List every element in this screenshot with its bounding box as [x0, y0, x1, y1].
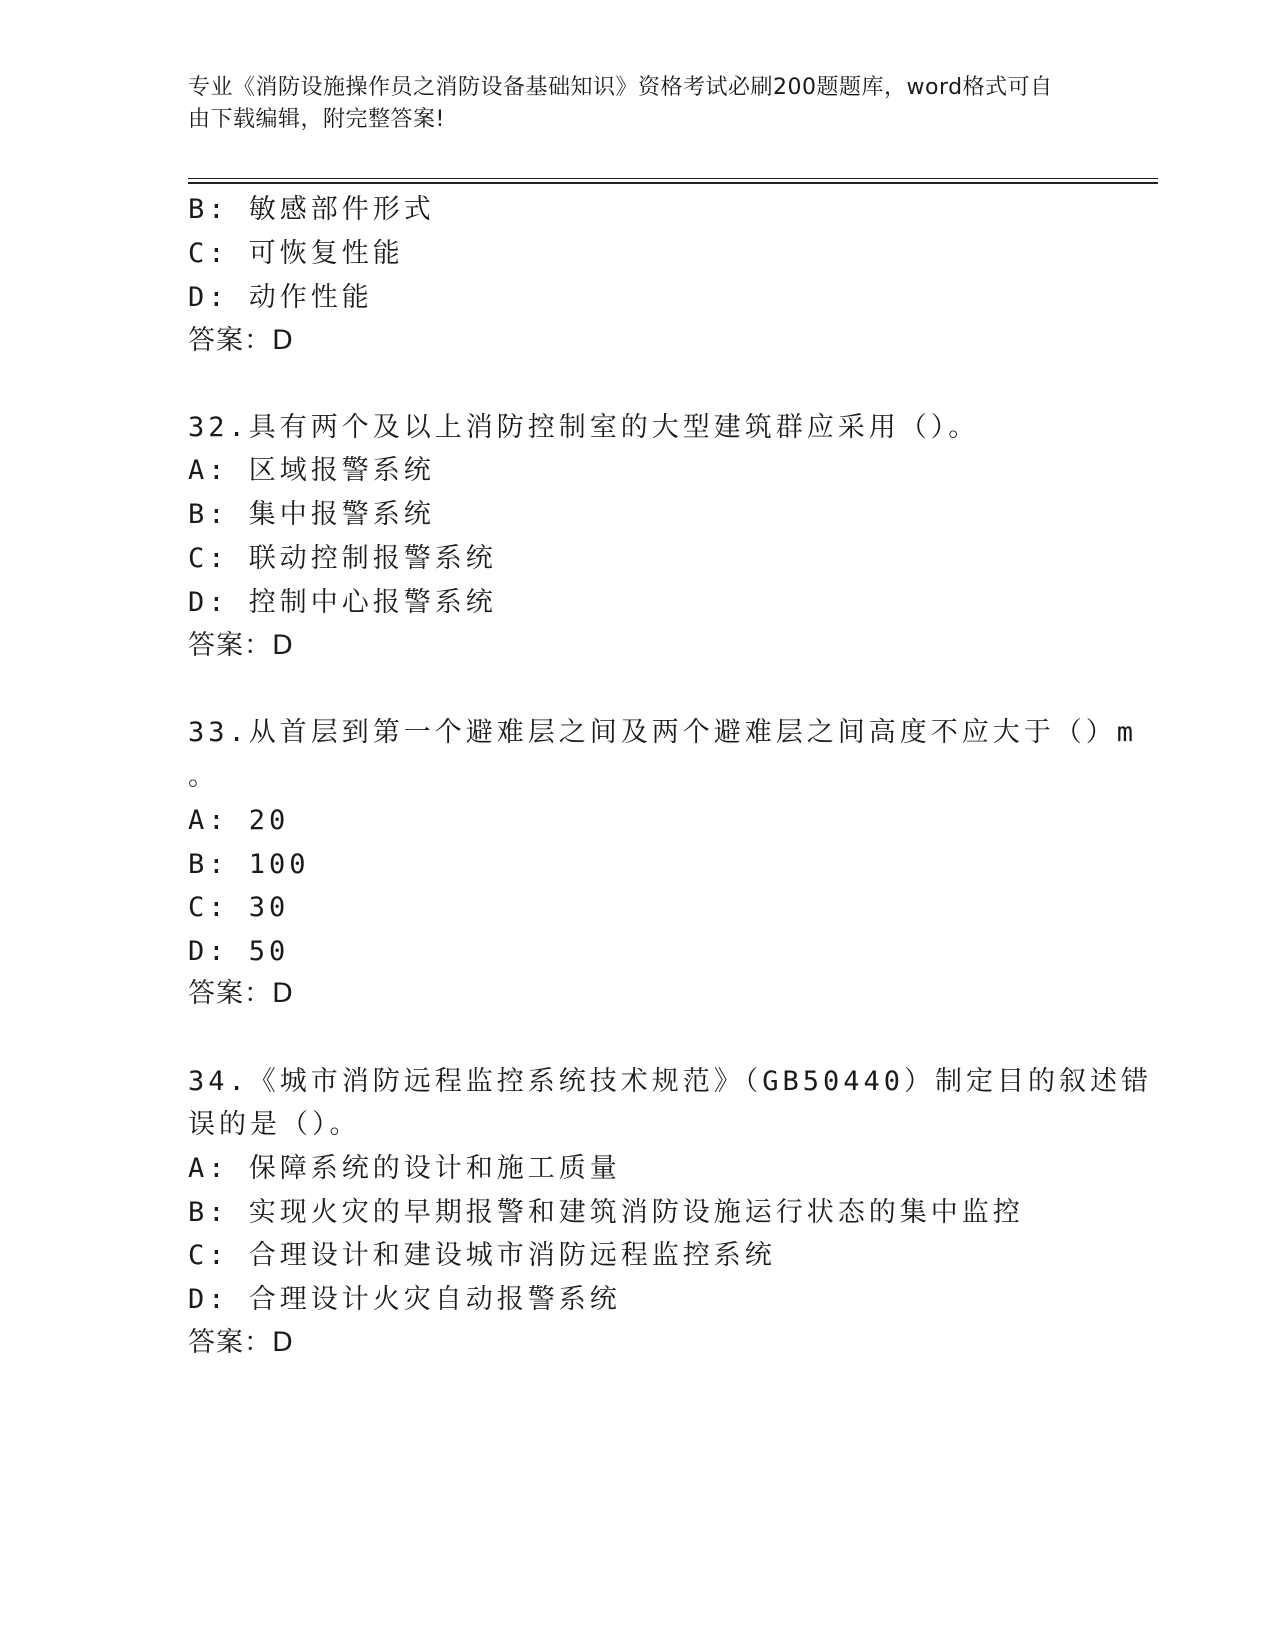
q34-option-b: B: 实现火灾的早期报警和建筑消防设施运行状态的集中监控 — [188, 1197, 1024, 1228]
q32-option-a: A: 区域报警系统 — [188, 455, 435, 486]
q34-option-d: D: 合理设计火灾自动报警系统 — [188, 1284, 621, 1315]
q32-answer: 答案：D — [188, 630, 294, 661]
q33-option-d: D: 50 — [188, 936, 290, 967]
q34-option-c: C: 合理设计和建设城市消防远程监控系统 — [188, 1240, 776, 1271]
q32-option-c: C: 联动控制报警系统 — [188, 543, 497, 574]
q33-option-b: B: 100 — [188, 849, 310, 880]
q34-stem-line2: 误的是（）。 — [188, 1109, 361, 1140]
q31-answer: 答案：D — [188, 325, 294, 356]
q33-answer: 答案：D — [188, 978, 294, 1009]
header-divider-thin — [188, 178, 1158, 179]
q32-stem: 32.具有两个及以上消防控制室的大型建筑群应采用（）。 — [188, 412, 980, 443]
q33-option-a: A: 20 — [188, 805, 290, 836]
q31-option-b: B: 敏感部件形式 — [188, 194, 435, 225]
q32-option-d: D: 控制中心报警系统 — [188, 587, 497, 618]
q31-option-c: C: 可恢复性能 — [188, 238, 404, 269]
q31-option-d: D: 动作性能 — [188, 282, 373, 313]
q32-option-b: B: 集中报警系统 — [188, 499, 435, 530]
q34-option-a: A: 保障系统的设计和施工质量 — [188, 1153, 621, 1184]
q33-stem-line2: 。 — [188, 761, 219, 792]
document-header: 专业《消防设施操作员之消防设备基础知识》资格考试必刷200题题库，word格式可自由下载编辑，附完整答案! — [188, 75, 1053, 132]
q34-answer: 答案：D — [188, 1327, 294, 1358]
q34-stem-line1: 34.《城市消防远程监控系统技术规范》（GB50440）制定目的叙述错 — [188, 1066, 1153, 1097]
q33-stem-line1: 33.从首层到第一个避难层之间及两个避难层之间高度不应大于（）m — [188, 717, 1138, 748]
q33-option-c: C: 30 — [188, 892, 290, 923]
header-divider-thick — [188, 182, 1158, 184]
